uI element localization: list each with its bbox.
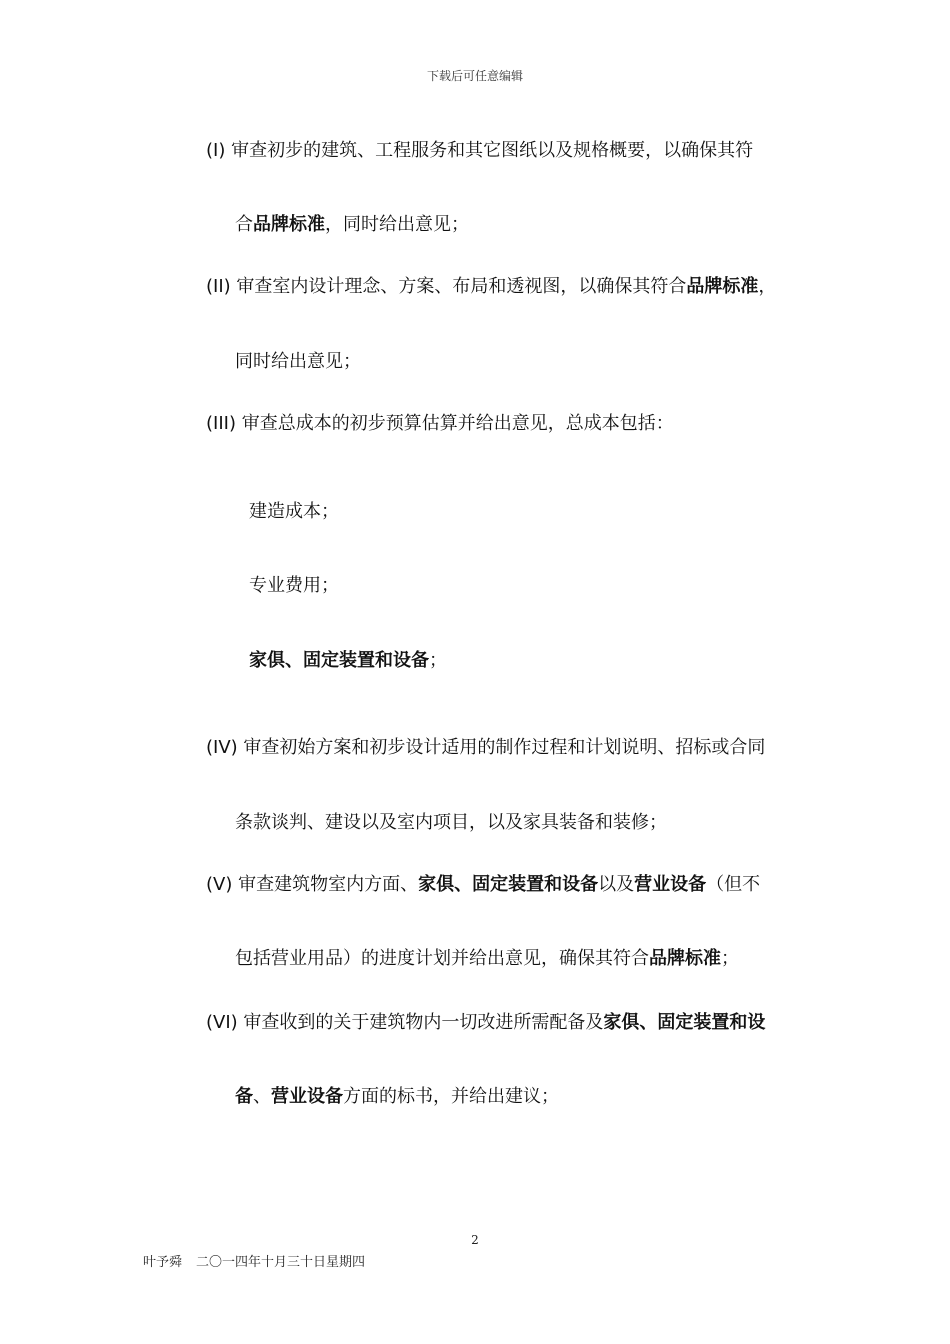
text-segment: (IV) 审查初始方案和初步设计适用的制作过程和计划说明、招标或合同 xyxy=(206,737,766,758)
footer-date: 二〇一四年十月三十日星期四 xyxy=(196,1255,366,1270)
text-segment: ； xyxy=(429,650,447,671)
cost-item-professional-fees xyxy=(249,575,339,597)
text-segment: (II) 审查室内设计理念、方案、布局和透视图，以确保其符合 xyxy=(206,276,687,297)
ffe-term: 备 xyxy=(235,1086,253,1107)
text-segment: ， xyxy=(758,276,777,297)
text-segment: (I) 审查初步的建筑、工程服务和其它图纸以及规格概要，以确保其符 xyxy=(206,140,754,161)
text-segment: 以及 xyxy=(598,874,635,895)
item-5-line-1 xyxy=(206,874,760,896)
footer-author: 叶予舜 xyxy=(143,1255,183,1270)
text-segment: 方面的标书，并给出建议； xyxy=(343,1086,559,1107)
header-note: 下载后可任意编辑 xyxy=(426,69,523,83)
brand-standard-term: 品牌标准 xyxy=(253,214,325,235)
text-segment: 专业费用； xyxy=(249,575,339,596)
item-6-line-1 xyxy=(206,1012,765,1034)
text-segment: 包括营业用品）的进度计划并给出意见，确保其符合 xyxy=(235,948,649,969)
text-segment: （但不 xyxy=(706,874,761,895)
footer xyxy=(143,1251,365,1270)
text-segment: 合 xyxy=(235,214,253,235)
item-1-line-2 xyxy=(235,214,469,236)
item-5-line-2 xyxy=(235,948,739,970)
cost-item-construction xyxy=(249,501,339,523)
ffe-term: 家俱、固定装置和设备 xyxy=(418,874,599,895)
item-2-line-1 xyxy=(206,276,776,298)
operating-equipment-term: 营业设备 xyxy=(634,874,707,895)
item-1-line-1 xyxy=(206,140,753,162)
text-segment: ； xyxy=(721,948,739,969)
text-segment: (V) 审查建筑物室内方面、 xyxy=(206,874,419,895)
item-6-line-2 xyxy=(235,1086,559,1108)
text-segment: 同时给出意见； xyxy=(235,351,361,372)
text-segment: ，同时给出意见； xyxy=(325,214,469,235)
ffe-term: 家俱、固定装置和设 xyxy=(603,1012,766,1033)
brand-standard-term: 品牌标准 xyxy=(686,276,759,297)
item-2-line-2 xyxy=(235,351,361,373)
brand-standard-term: 品牌标准 xyxy=(649,948,721,969)
text-segment: (III) 审查总成本的初步预算估算并给出意见，总成本包括： xyxy=(206,413,674,434)
cost-item-ffe xyxy=(249,650,447,672)
text-segment: (VI) 审查收到的关于建筑物内一切改进所需配备及 xyxy=(206,1012,604,1033)
item-3-line-1 xyxy=(206,413,674,435)
text-segment: 、 xyxy=(253,1086,271,1107)
operating-equipment-term: 营业设备 xyxy=(271,1086,343,1107)
page-number: 2 xyxy=(471,1233,479,1247)
text-segment: 建造成本； xyxy=(249,501,339,522)
item-4-line-2 xyxy=(235,812,667,834)
ffe-term: 家俱、固定装置和设备 xyxy=(249,650,429,671)
item-4-line-1 xyxy=(206,737,765,759)
text-segment: 条款谈判、建设以及室内项目，以及家具装备和装修； xyxy=(235,812,667,833)
